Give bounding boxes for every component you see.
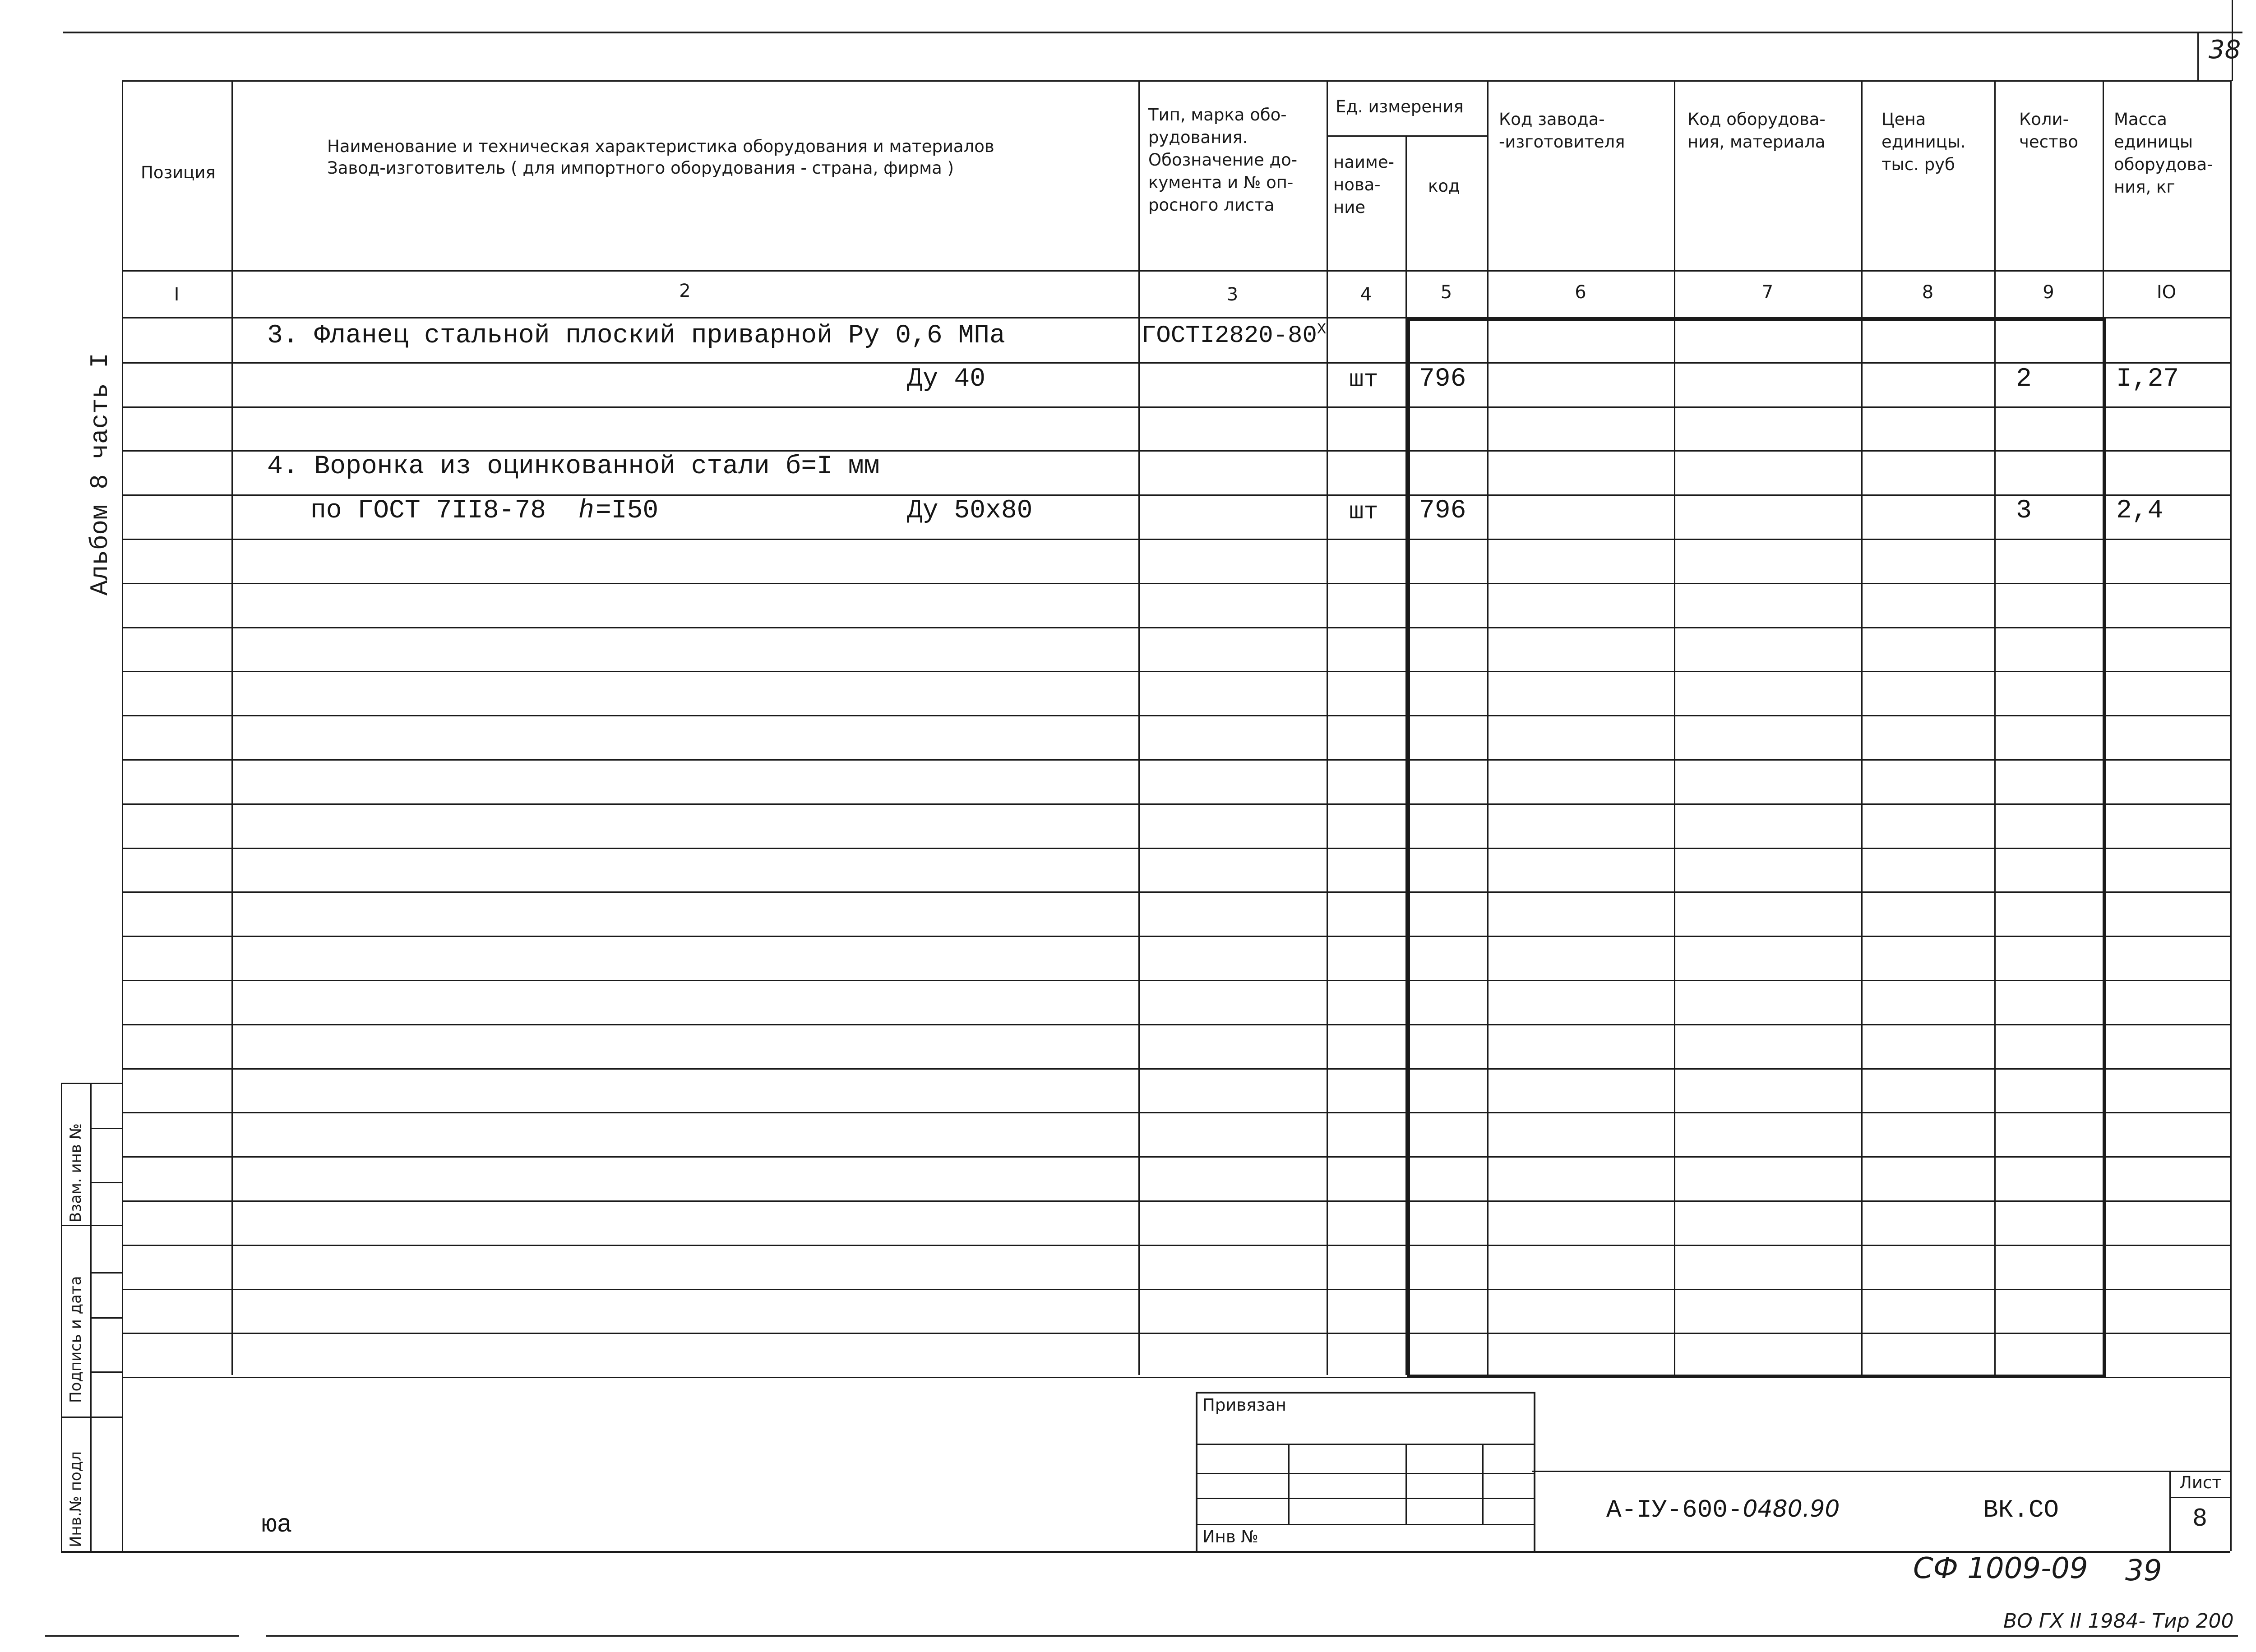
colnum-1: I	[174, 284, 180, 305]
col-line-3	[1327, 80, 1328, 1375]
stamp-sign-label: Подпись и дата	[67, 1276, 85, 1403]
header-equip-code: Код оборудова- ния, материала	[1687, 110, 1826, 152]
row2-qty: 2	[2016, 365, 2032, 394]
stamp-inv-label: Инв.№ подл	[67, 1451, 85, 1547]
corner-box-left	[2197, 32, 2199, 80]
colnum-10: IO	[2156, 282, 2177, 303]
col-line-1	[231, 80, 233, 1375]
page-bottom-line-right	[266, 1635, 2238, 1637]
stamp-div-2	[61, 1417, 123, 1418]
privyazan-label: Привязан	[1202, 1395, 1286, 1415]
colnum-3: 3	[1226, 284, 1239, 305]
stamp-tick	[90, 1182, 123, 1183]
colnum-8: 8	[1922, 282, 1934, 303]
row2-name: Ду 40	[907, 365, 986, 394]
stamp-left-line	[61, 1083, 62, 1552]
stamp-top-line	[61, 1083, 123, 1084]
colnum-2: 2	[679, 281, 691, 301]
top-frame-line	[63, 32, 2242, 33]
colnum-5: 5	[1440, 282, 1452, 303]
colnum-4: 4	[1360, 284, 1372, 305]
inv-no-label: Инв №	[1202, 1527, 1258, 1546]
row5-qty: 3	[2016, 496, 2032, 526]
row1-doc: $ГОСТI2820-80^Х$	[1142, 321, 1327, 350]
title-block-bottom	[1532, 1551, 2230, 1553]
sheet-number: 8	[2192, 1504, 2208, 1532]
privyazan-grid-h4	[1196, 1524, 1534, 1525]
stamp-tick	[90, 1317, 123, 1319]
header-type: Тип, марка обо- рудования. Обозначение до- кумента и № оп- росного листа	[1148, 105, 1298, 215]
section-code: ВК.СО	[1983, 1495, 2059, 1524]
table-top-line	[122, 80, 2232, 82]
row5-name-c: Ду 50х80	[907, 496, 1033, 526]
sheet-label: Лист	[2179, 1473, 2222, 1492]
bold-block-border	[1407, 318, 2106, 1378]
header-unit-code: код	[1428, 176, 1460, 196]
row5-name-a: по ГОСТ 7II8-78	[310, 496, 546, 526]
stamp-div-1	[61, 1225, 123, 1226]
header-mass: Масса единицы оборудова- ния, кг	[2114, 110, 2213, 197]
drawing-code: А-IУ-600-0480.90	[1606, 1495, 1840, 1524]
row4-name: 4. Воронка из оцинкованной стали б=I мм	[267, 452, 880, 481]
col-line-2	[1138, 80, 1140, 1375]
hand-reference: СФ 1009-09	[1913, 1552, 2088, 1585]
stamp-tick	[90, 1272, 123, 1274]
header-price: Цена единицы. тыс. руб	[1882, 110, 1966, 174]
table-right-line	[2230, 80, 2232, 1551]
privyazan-grid-v2	[1405, 1444, 1407, 1524]
sheet-box-div	[2169, 1497, 2230, 1498]
header-maker-code: Код завода- -изготовителя	[1499, 110, 1625, 152]
header-unit-name: наиме- нова- ние	[1333, 152, 1394, 217]
header-qty: Коли- чество	[2019, 110, 2078, 152]
stamp-tick	[90, 1128, 123, 1129]
hand-page: 39	[2125, 1554, 2162, 1587]
colnum-7: 7	[1761, 282, 1774, 303]
privyazan-grid-v3	[1482, 1444, 1484, 1524]
colnum-9: 9	[2043, 282, 2054, 303]
row5-mass: 2,4	[2116, 496, 2164, 526]
title-block-top	[1532, 1471, 2230, 1472]
header-name-line2: Завод-изготовитель ( для импортного оборудования - страна, фирма )	[327, 158, 954, 178]
page-bottom-line	[45, 1635, 239, 1637]
header-name-line1: Наименование и техническая характеристика оборудования и материалов	[327, 137, 994, 156]
side-album-label: Альбом 8 часть I	[86, 353, 115, 595]
colnum-6: 6	[1575, 282, 1586, 303]
privyazan-grid-v1	[1288, 1444, 1290, 1524]
row2-unit: шт	[1349, 366, 1378, 394]
row5-h-symbol: h	[578, 496, 594, 526]
stamp-replace-label: Взам. инв №	[67, 1123, 85, 1223]
header-bottom-line	[122, 270, 2230, 272]
row5-name-b: =I50	[596, 496, 659, 526]
row5-code: 796	[1419, 496, 1466, 526]
row2-code: 796	[1419, 365, 1466, 394]
bottom-left-mark: юа	[262, 1510, 292, 1539]
header-position: Позиция	[141, 163, 216, 182]
stamp-tick	[90, 1371, 123, 1373]
row5-unit: шт	[1349, 498, 1378, 526]
row2-mass: I,27	[2116, 365, 2179, 394]
unit-group-divider	[1327, 135, 1487, 137]
header-unit-group: Ед. измерения	[1336, 97, 1464, 116]
sheet-corner-number: 38	[2209, 35, 2241, 65]
row1-name: 3. Фланец стальной плоский приварной Ру 0,6 МПа	[267, 321, 1005, 351]
hand-print-note: ВО ГХ II 1984- Тир 200	[2003, 1610, 2234, 1633]
stamp-mid-line	[90, 1083, 92, 1552]
